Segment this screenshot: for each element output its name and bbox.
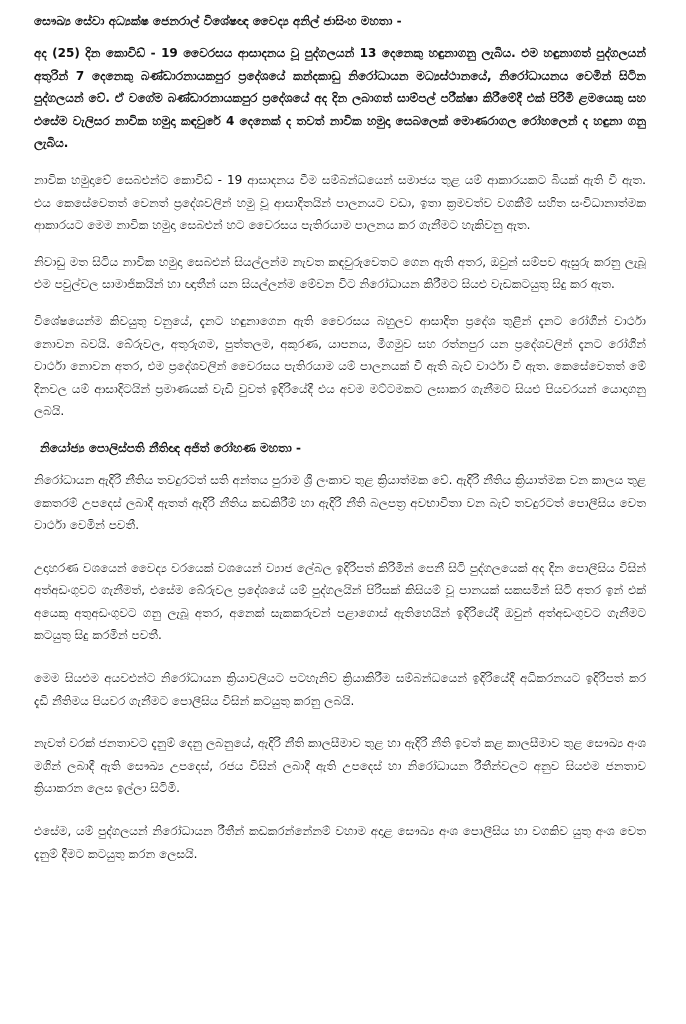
paragraph-navy-quarantine: නිවාඩු මත සිටිය නාවික හමුදා සෙබළුන් සියල්ලන්ම නැවත කඳවුරුවෙතට ගෙන ඇති අතර, ඔවුන් සම්පව ඇසුරු කරනු ලැබූ එම පවුල්වල සාමාජිකයින් හා ඥාතීන් යන සියල්ලන්ම මේවන විට නිරෝධායන කිරීමට සියළු වැඩකටයුතු සිදු කර ඇත. bbox=[34, 254, 646, 292]
paragraph-legal-action: මෙම සියළුම අයවළුන්ට නිරෝධායන ක්‍රියාවලියට පටහැනිව ක්‍රියාකිරීම සම්බන්ධයෙන් ඉදිරියේදී අධිකරනයට ඉදිරිපත් කර දැඩි නීතිමය පියවර ගැනීමට පොලීසිය විසින් කටයුතු කරනු ලබයි. bbox=[34, 671, 646, 708]
paragraph-new-cases: අද (25) දින කොවිඩ් - 19 වෛරසය ආසාදනය වූ පුද්ගලයන් 13 දෙනෙකු හඳුනාගනු ලැබිය. එම හඳුනාගත් පුද්ගලයන් අතුරින් 7 දෙනෙකු බණ්ඩාරනායකපුර ප්‍රදේශයේ කන්දකාඩු නිරෝධායන මධ්‍යස්ථානයේ, නිරෝධායනය වෙමින් සිටින පුද්ගලයන් වේ. ඒ වගේම බණ්ඩාරනායකපුර ප්‍රදේශයේ අද දින ලබාගත් සාම්පල් පරීක්ෂා කිරීමේදී එක් පිරිමි ළමයෙකු සහ එසේම වැලිසර නාවික හමුදා කඳවුරේ 4 දෙනෙක් ද තවත් නාවික හමුදා සෙබලෙක් මොණරාගල රෝහලෙන් ද හඳුනා ගනු ලැබිය. bbox=[34, 46, 646, 151]
paragraph-navy-infection: නාවික හමුදාවේ සෙබළුන්ට කොවිඩ් - 19 ආසාදනය වීම සම්බන්ධයෙන් සමාජය තුළ යම් ආකාරයකට බියක් ඇති වී ඇත. එය කෙසේවෙතත් වෙනත් ප්‍රදේශවලින් හමු වූ ආසාදිතයින් පාලනයට වඩා, ඉතා ක්‍රමවත්ව වගකීම් සහිත සංවිධානාත්මක ආකාරයට මෙම නාවික හමුදා සෙබළුන් හට වෛරසය පැතිරයාම පාලනය කර ගැනීමට හැකිවනු ඇත. bbox=[34, 172, 646, 233]
paragraph-public-notice: නැවත් වරක් ජනතාවට දැනුම් දෙනු ලබනුයේ, ඇදිරි නීති කාලසීමාව තුළ හා ඇදිරි නීති ඉවත් කළ කාලසීමාව තුළ සෞඛ්‍ය අංශ මගින් ලබාදී ඇති සෞඛ්‍ය උපදෙස්, රජය විසින් ලබාදී ඇති උපදෙස් හා නිරෝධායන රීතීන්වලට අනුව සියළුම ජනතාව ක්‍රියාකරන ලෙස ඉල්ලා සිටිමි. bbox=[34, 736, 646, 796]
section-heading-police-spokesman: නියෝජ්‍ය පොලිස්පති නීතිඥ අජිත් රෝහණ මහතා - bbox=[40, 440, 301, 455]
section-heading-health-director: සෞඛ්‍ය සේවා අධ්‍යක්ෂ ජෙනරාල් විශේෂඥ වෛද්‍ය අනිල් ජාසිංහ මහතා - bbox=[34, 14, 402, 28]
paragraph-arrests: උදාහරණ වශයෙන් වෛද්‍ය වරයෙක් වශයෙන් ව්‍යාජ ලේබල ඉදිරිපත් කිරිමින් පෙනී සිටි පුද්ගලයෙක් අද දින පොලීසිය විසින් අත්අඩංගුවට ගැනීමත්, එසේම බේරුවල ප්‍රදේශයේ යම් පුද්ගලයින් පිරිසක් කිසියම් වූ පානයක් සකසමින් සිටි අතර ඉන් එක් අයෙකු අතුඅඩංගුවට ගනු ලැබූ අතර, අනෙක් සැකකරුවන් පළාගොස් ඇතිහෙයින් ඉදිරියේදී ඔවුන් අත්අඩංගුවට ගැනීමට කටයුතු සිදු කරමින් පවතී. bbox=[34, 560, 646, 643]
paragraph-affected-areas: විශේෂයෙන්ම කිවයුතු වනුයේ, දැනට හඳුනාගෙන ඇති වෛරසය බහුලව ආසාදිත ප්‍රදේශ තුළින් දැනට රෝගීන් වාර්ථා නොවන බවයි. බේරුවල, අතුරුගම, පුත්තලම, අකුරණ, යාපනය, මීගමුව සහ රත්නපුර යන ප්‍රදේශවලින් දැනට රෝගීන් වාර්ථා නොවන අතර, එම ප්‍රදේශවලින් වෛරසය පැතිරයාම යම් පාලනයක් වී ඇති බැව් වාර්ථා වී ඇත. කෙසේවෙතත් මේ දිනවල යම් ආසාදිටයින් ප්‍රමාණයක් වැඩි වුවත් ඉදිරියේදී එය අවම මට්ටමකට ලඝාකර ගැනීමට සියළු පියවරයන් යොදාගනු ලබයි. bbox=[34, 313, 646, 419]
paragraph-curfew: නිරෝධායන ඇදිරි නීතිය තවදුරටත් සති අන්තය පුරාම ශ්‍රී ලංකාව තුළ ක්‍රියාත්මක වේ. ඇදිරි නීතිය ක්‍රියාත්මක වන කාලය තුළ කෙතරම් උපදෙස් ලබාදී ඇතත් ඇදිරි නීතිය කඩකිරීම් හා ඇදිරි නීති බලපත්‍ර අවභාවිතා වන බැව් තවදුරටත් පොලීසිය වෙත වාර්ථා වෙමින් පවතී. bbox=[34, 472, 646, 533]
paragraph-report-violations: එසේම, යම් පුද්ගලයන් නිරෝධායන රීතීන් කඩකරන්නේනම් වහාම අදාළ සෞඛ්‍ය අංශ පොලීසිය හා වගකිව යුතු අංශ වෙත දැනුම් දීමට කටයුතු කරන ලෙසයි. bbox=[34, 824, 646, 861]
